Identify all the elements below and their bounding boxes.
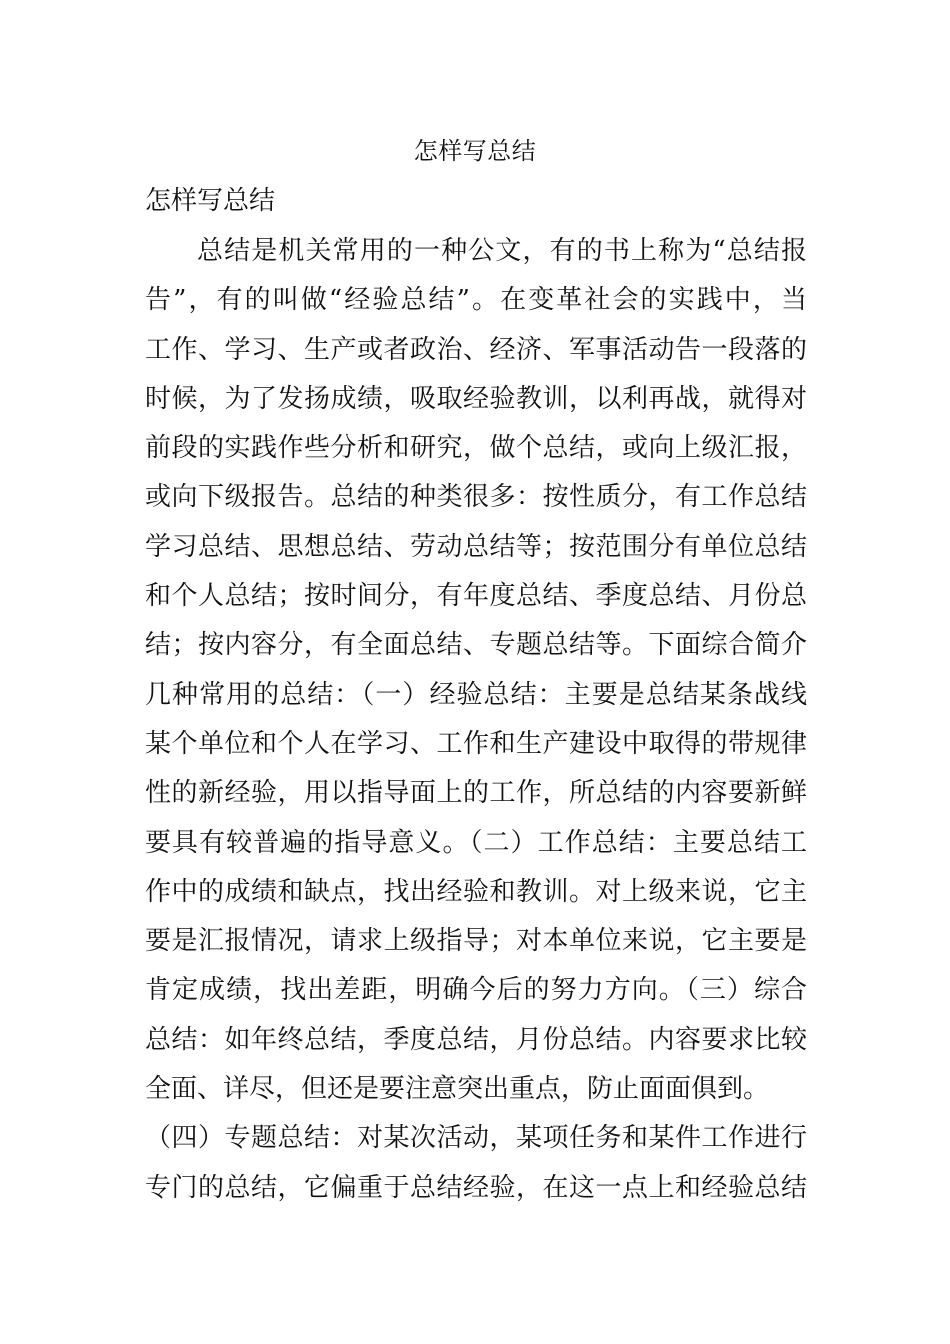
body-line: 时候，为了发扬成绩，吸取经验教训，以利再战，就得对 [145,383,807,414]
body-line: 全面、详尽，但还是要注意突出重点，防止面面俱到。 [145,1074,770,1105]
body-line: 前段的实践作些分析和研究，做个总结，或向上级汇报， [145,433,807,464]
body-line: 要是汇报情况，请求上级指导；对本单位来说，它主要是 [145,926,807,957]
document-title: 怎样写总结 [413,137,537,165]
body-line: 性的新经验，用以指导面上的工作，所总结的内容要新鲜 [145,778,807,809]
body-line: 和个人总结；按时间分，有年度总结、季度总结、月份总 [145,581,807,612]
document-subtitle: 怎样写总结 [145,186,276,216]
document-body [145,233,807,1219]
body-line: 作中的成绩和缺点，找出经验和教训。对上级来说，它主 [145,876,807,907]
body-line: 总结是机关常用的一种公文，有的书上称为“总结报 [197,236,807,266]
body-line: 工作、学习、生产或者政治、经济、军事活动告一段落的 [145,334,807,365]
body-line: 学习总结、思想总结、劳动总结等；按范围分有单位总结 [145,531,807,562]
body-line: 结；按内容分，有全面总结、专题总结等。下面综合简介 [145,630,807,661]
body-line: 或向下级报告。总结的种类很多：按性质分，有工作总结 [145,482,807,513]
body-line: 要具有较普遍的指导意义。（二）工作总结：主要总结工 [145,827,807,858]
body-line: 告”，有的叫做“经验总结”。在变革社会的实践中，当 [145,285,807,316]
body-line: 总结：如年终总结，季度总结，月份总结。内容要求比较 [145,1024,807,1055]
body-line: 某个单位和个人在学习、工作和生产建设中取得的带规律 [145,728,807,759]
body-line: 肯定成绩，找出差距，明确今后的努力方向。（三）综合 [145,975,807,1006]
body-line: 专门的总结，它偏重于总结经验，在这一点上和经验总结 [145,1172,807,1203]
body-line: （四）专题总结：对某次活动，某项任务和某件工作进行 [145,1123,807,1154]
body-line: 几种常用的总结：（一）经验总结：主要是总结某条战线 [145,679,807,710]
